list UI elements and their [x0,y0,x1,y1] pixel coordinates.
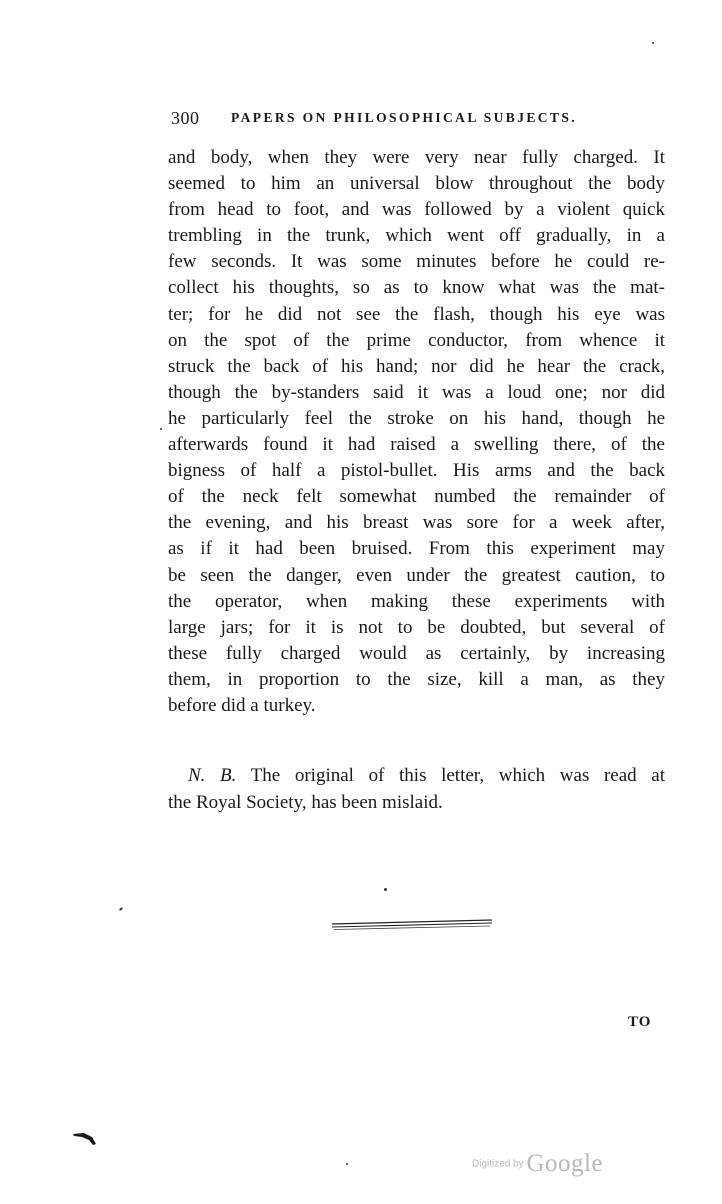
note-line [168,762,665,789]
text-line: before did a turkey. [168,694,316,716]
text-line: them, in proportion to the size, kill a man, as they [168,668,665,690]
page-number: 300 [171,108,200,128]
text-line: the evening, and his breast was sore for a week after, [168,512,665,534]
text-line: of the neck felt somewhat numbed the remainder of [168,486,665,508]
text-line: afterwards found it had raised a swelling there, of the [168,434,665,456]
text-line: be seen the danger, even under the greatest caution, to [168,564,665,586]
scan-speck [346,1163,348,1165]
text-line: struck the back of his hand; nor did he hear the crack, [168,355,665,377]
note-label: N. B. [188,765,237,786]
running-header [171,107,611,129]
scan-speck [652,42,654,44]
text-line: though the by-standers said it was a loud one; nor did [168,381,665,403]
text-line: on the spot of the prime conductor, from whence it [168,329,665,351]
editorial-note [168,762,665,816]
body-paragraph [168,145,665,719]
text-line: trembling in the trunk, which went off gradually, in a [168,225,665,247]
digitized-by-google-watermark [472,1150,603,1178]
note-text: The original of this letter, which was read at [236,765,665,786]
text-line: the operator, when making these experiments with [168,590,665,612]
catchword: TO [628,1014,652,1030]
text-line: and body, when they were very near fully charged. It [168,147,665,168]
watermark-prefix: Digitized by [472,1158,527,1170]
running-title: PAPERS ON PHILOSOPHICAL SUBJECTS. [231,110,578,125]
text-line: ter; for he did not see the flash, though his eye was [168,303,665,325]
note-line: the Royal Society, has been mislaid. [168,792,443,813]
text-line: large jars; for it is not to be doubted, but several of [168,616,665,638]
google-logo-text: Google [526,1150,604,1177]
section-divider-rule [330,913,494,933]
scan-mark [72,1130,100,1148]
text-line: collect his thoughts, so as to know what was the mat- [168,277,665,299]
text-line: few seconds. It was some minutes before he could re- [168,251,665,273]
scan-speck [160,428,162,430]
text-line: as if it had been bruised. From this experiment may [168,538,665,560]
text-line: from head to foot, and was followed by a violent quick [168,199,665,221]
scan-speck [119,907,123,911]
text-line: bigness of half a pistol-bullet. His arms and the back [168,460,665,482]
scan-speck [384,888,387,891]
text-line: these fully charged would as certainly, by increasing [168,642,665,664]
text-line: he particularly feel the stroke on his hand, though he [168,407,665,429]
text-line: seemed to him an universal blow throughout the body [168,173,665,195]
